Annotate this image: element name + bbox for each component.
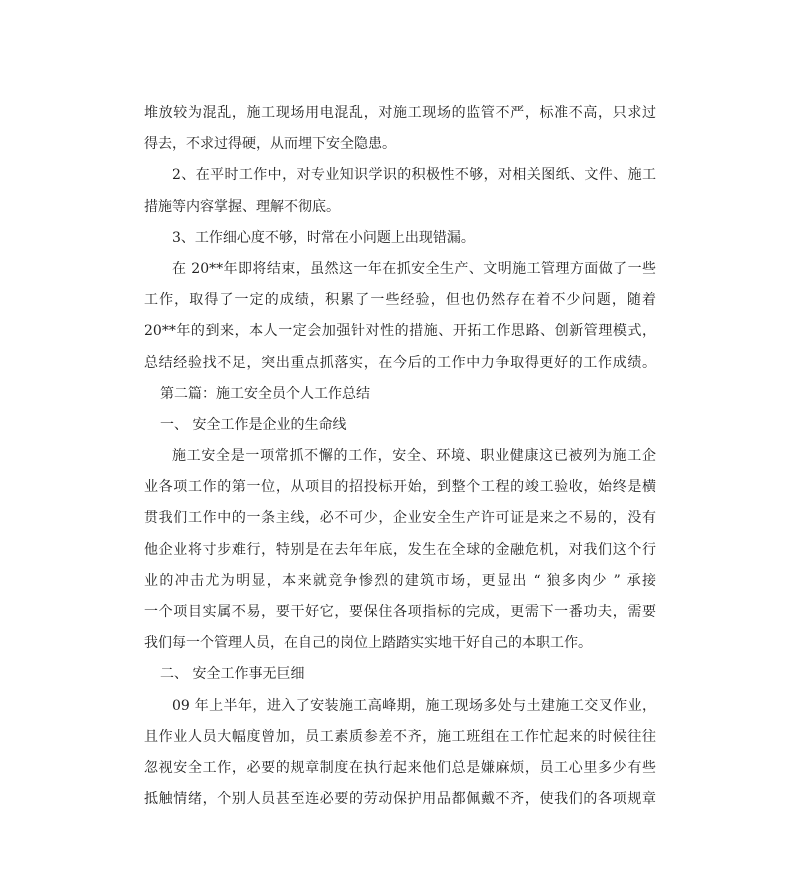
text-line: 且作业人员大幅度曾加，员工素质参差不齐，施工班组在工作忙起来的时候往往 — [144, 728, 656, 745]
text-line: 忽视安全工作，必要的规章制度在执行起来他们总是嫌麻烦，员工心里多少有些 — [144, 759, 656, 776]
text-line: 一个项目实属不易，要干好它，要保住各项指标的完成，更需下一番功夫，需要 — [144, 604, 656, 620]
text-line: 施工安全是一项常抓不懈的工作，安全、环境、职业健康这已被列为施工企 — [172, 448, 656, 465]
text-line: 他企业将寸步难行，特别是在去年年底，发生在全球的金融危机，对我们这个行 — [144, 541, 656, 558]
text-line: 堆放较为混乱，施工现场用电混乱，对施工现场的监管不严，标准不高，只求过 — [144, 105, 656, 121]
section-heading: 二、 安全工作事无巨细 — [160, 666, 305, 683]
document-body — [144, 98, 656, 815]
text-line: 在 20**年即将结束，虽然这一年在抓安全生产、文明施工管理方面做了一些 — [172, 260, 656, 277]
section-heading: 一、 安全工作是企业的生命线 — [160, 416, 347, 433]
section-heading: 第二篇：施工安全员个人工作总结 — [160, 385, 370, 402]
text-line: 我们每一个管理人员，在自己的岗位上踏踏实实地干好自己的本职工作。 — [144, 635, 592, 652]
text-line: 贯我们工作中的一条主线，必不可少，企业安全生产许可证是来之不易的，没有 — [144, 510, 656, 527]
text-line: 09 年上半年，进入了安装施工高峰期，施工现场多处与土建施工交叉作业， — [172, 697, 656, 714]
text-line: 总结经验找不足，突出重点抓落实，在今后的工作中力争取得更好的工作成绩。 — [144, 354, 656, 371]
text-line: 3、工作细心度不够，时常在小问题上出现错漏。 — [172, 229, 475, 246]
text-line: 工作，取得了一定的成绩，积累了一些经验，但也仍然存在着不少问题，随着 — [144, 292, 656, 309]
text-line: 业的冲击尤为明显，本来就竞争惨烈的建筑市场，更显出 “ 狼多肉少 ” 承接 — [144, 572, 656, 589]
text-line: 业各项工作的第一位，从项目的招投标开始，到整个工程的竣工验收，始终是横 — [144, 479, 656, 496]
text-line: 措施等内容掌握、理解不彻底。 — [144, 198, 340, 215]
text-line: 得去，不求过得硬，从而埋下安全隐患。 — [144, 136, 396, 153]
text-line: 20**年的到来，本人一定会加强针对性的措施、开拓工作思路、创新管理模式， — [144, 323, 656, 340]
text-line: 抵触情绪，个别人员甚至连必要的劳动保护用品都佩戴不齐，使我们的各项规章 — [144, 791, 656, 808]
text-line: 2、在平时工作中，对专业知识学识的积极性不够，对相关图纸、文件、施工 — [172, 167, 656, 184]
